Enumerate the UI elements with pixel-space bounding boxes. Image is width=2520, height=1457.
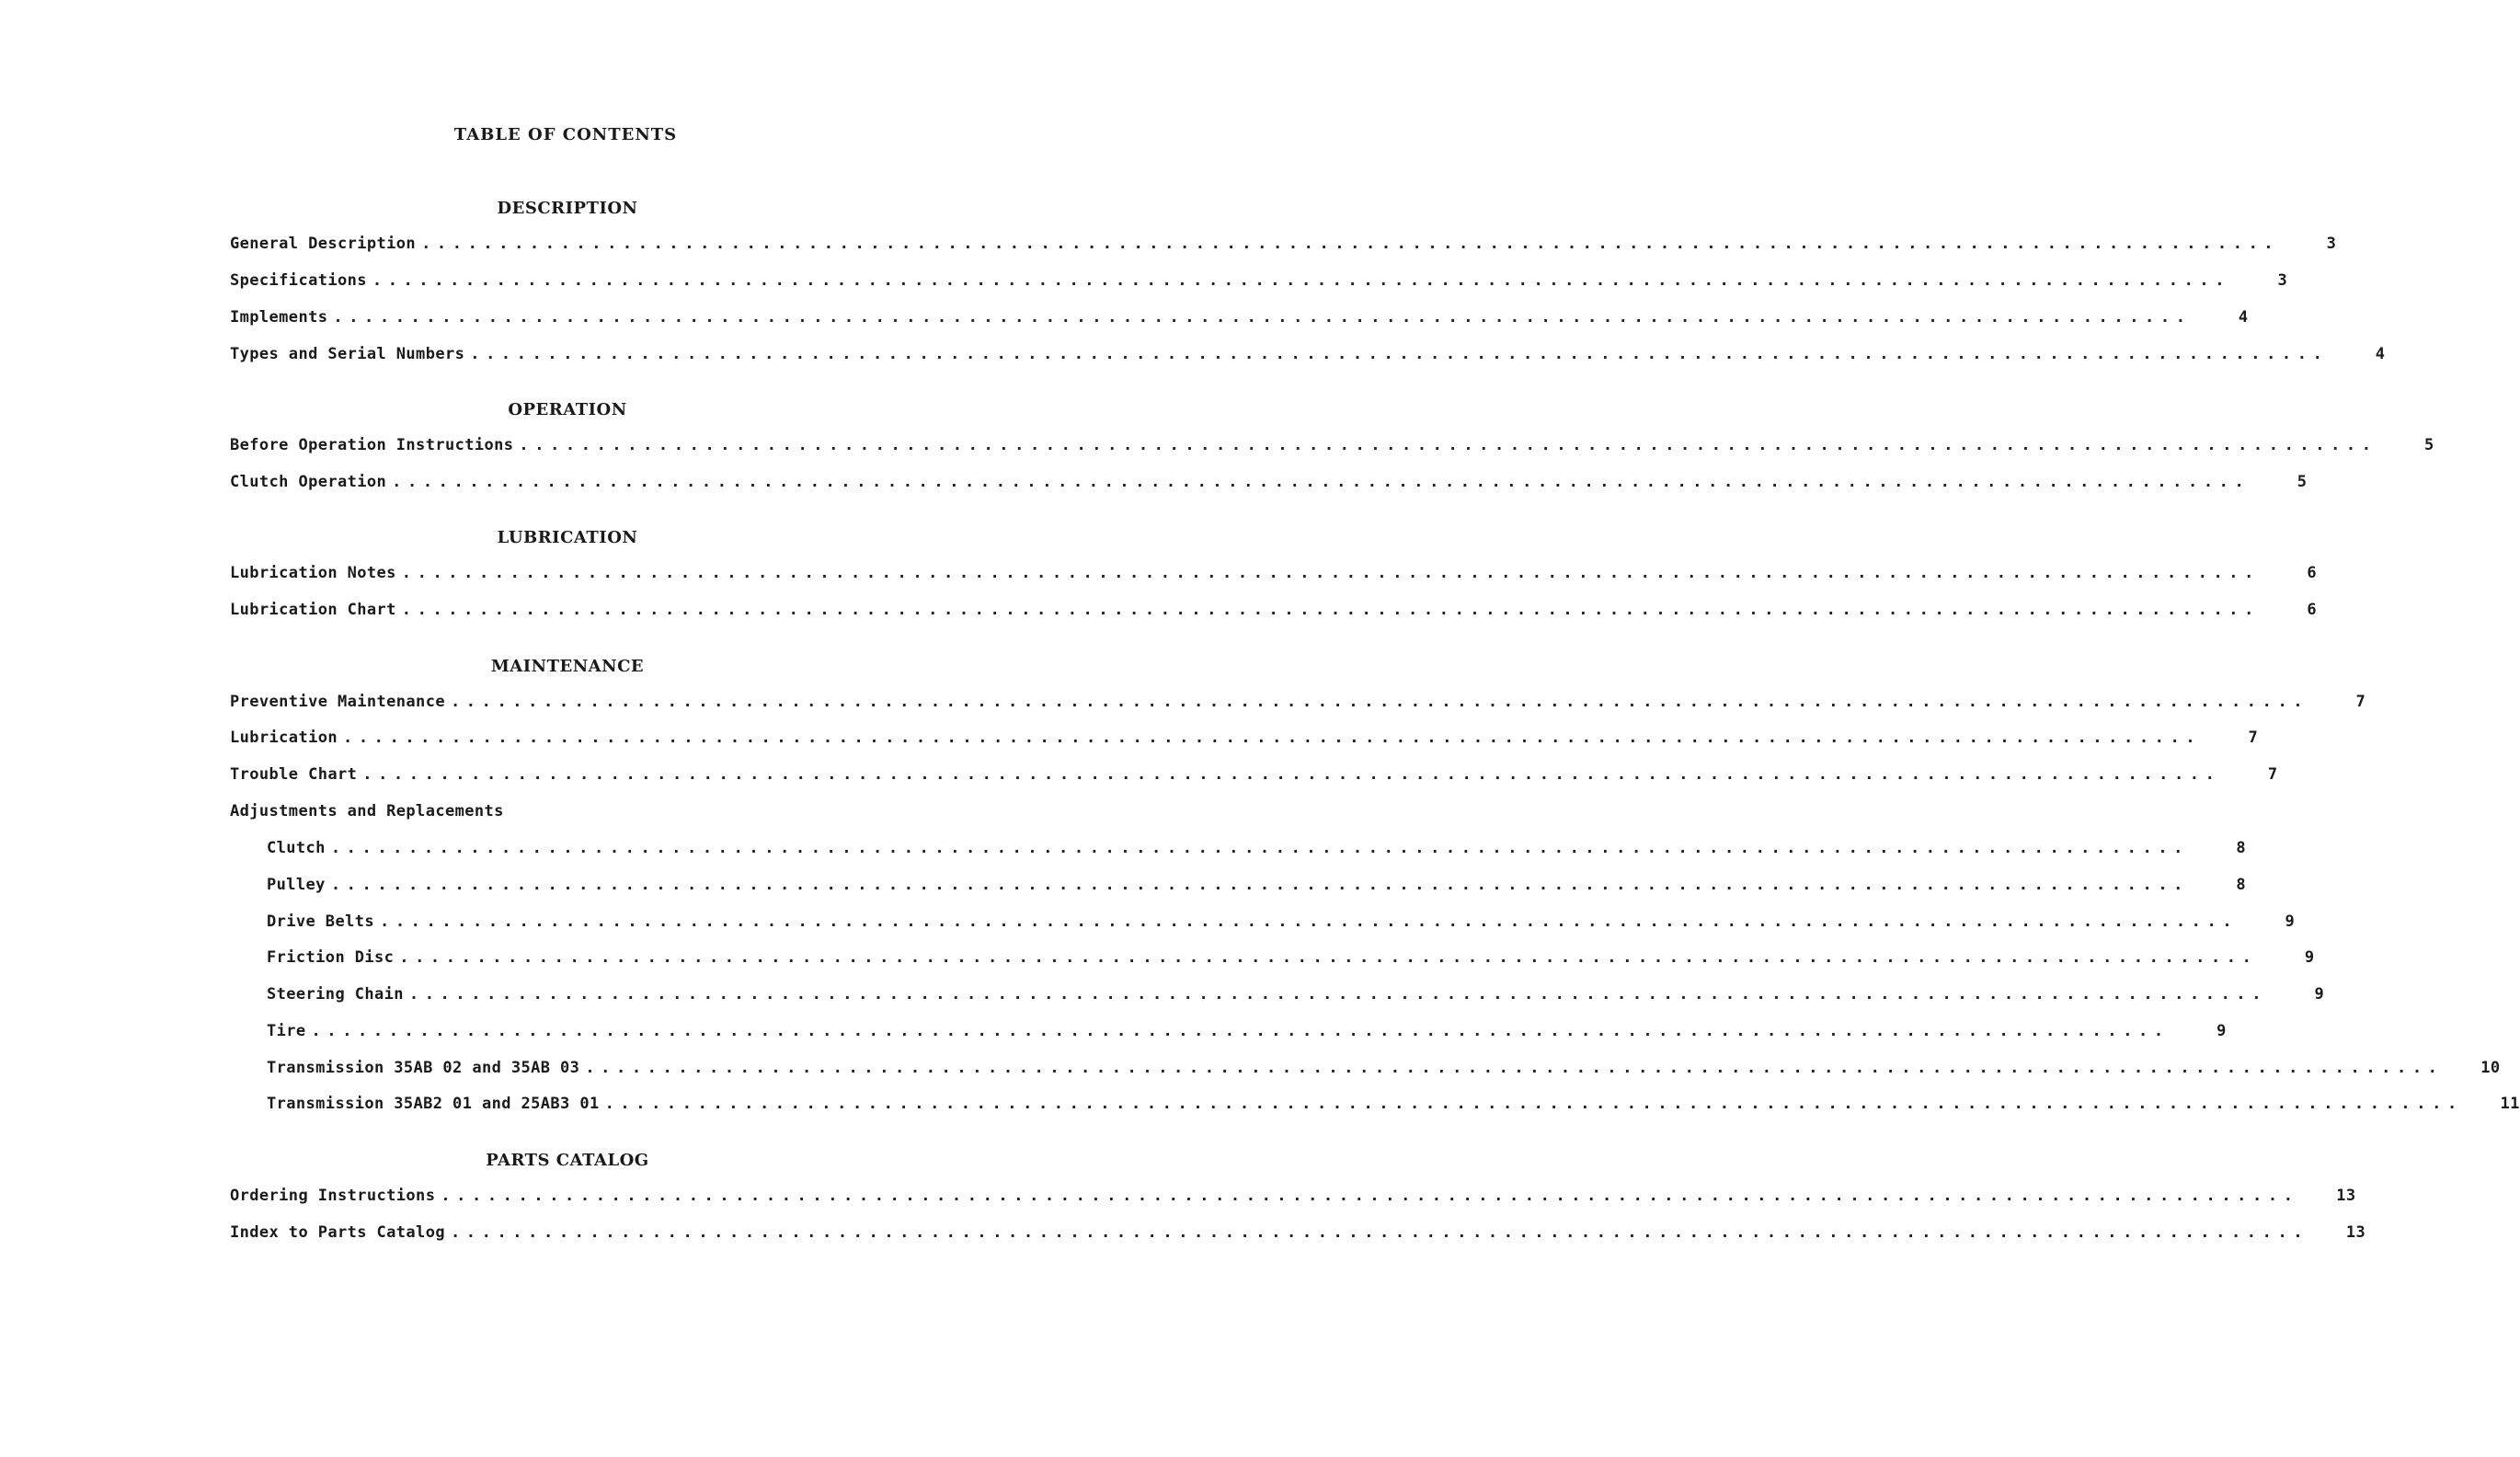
toc-entry-preventive-maintenance[interactable]	[230, 693, 2366, 717]
toc-entry-page: 8	[2236, 876, 2246, 894]
dot-leader: ........................................................................................................................	[362, 765, 2221, 784]
toc-entry-index-parts-catalog[interactable]	[230, 1223, 2366, 1247]
toc-entry-label: Ordering Instructions	[230, 1187, 436, 1205]
toc-entry-steering-chain[interactable]	[267, 985, 2325, 1009]
dot-leader: ........................................................................................................................	[401, 564, 2260, 582]
toc-entry-page: 6	[2307, 564, 2317, 582]
dot-leader: ........................................................................................................................	[401, 601, 2260, 619]
toc-entry-label: Clutch	[267, 839, 326, 857]
dot-leader: ........................................................................................................................	[333, 308, 2192, 327]
toc-entry-label: Clutch Operation	[230, 473, 387, 491]
toc-entry-page: 9	[2314, 985, 2325, 1004]
toc-entry-page: 5	[2297, 473, 2308, 491]
toc-entry-types-serial-numbers[interactable]	[230, 345, 2386, 369]
toc-entry-page: 6	[2307, 601, 2317, 619]
toc-entry-implements[interactable]	[230, 308, 2249, 332]
toc-entry-lubrication-notes[interactable]	[230, 564, 2317, 588]
section-heading-lubrication: LUBRICATION	[497, 528, 638, 547]
section-heading-maintenance: MAINTENANCE	[490, 657, 645, 676]
dot-leader: ........................................................................................................................	[399, 948, 2258, 967]
toc-entry-label: Specifications	[230, 271, 367, 290]
toc-entry-label: Trouble Chart	[230, 765, 358, 784]
toc-entry-page: 4	[2375, 345, 2386, 363]
toc-entry-before-operation[interactable]	[230, 436, 2434, 460]
toc-entry-page: 9	[2304, 948, 2315, 967]
section-heading-description: DESCRIPTION	[497, 199, 638, 218]
toc-entry-label: Steering Chain	[267, 985, 404, 1004]
toc-entry-label: Lubrication Chart	[230, 601, 396, 619]
toc-entry-label: Friction Disc	[267, 948, 395, 967]
dot-leader: ........................................................................................................................	[408, 985, 2268, 1004]
dot-leader: ........................................................................................................................	[342, 728, 2202, 747]
toc-entry-page: 13	[2345, 1223, 2366, 1242]
toc-entry-page: 3	[2326, 235, 2337, 253]
toc-entry-label: Before Operation Instructions	[230, 436, 514, 454]
toc-entry-label: Implements	[230, 308, 328, 327]
section-heading-parts-catalog: PARTS CATALOG	[486, 1151, 649, 1170]
dot-leader: ........................................................................................................................	[585, 1059, 2444, 1077]
toc-entry-label: Lubrication	[230, 728, 338, 747]
toc-entry-label: Preventive Maintenance	[230, 693, 445, 711]
dot-leader: ........................................................................................................................	[519, 436, 2377, 454]
dot-leader: ........................................................................................................................	[330, 876, 2189, 894]
dot-leader: ........................................................................................................................	[441, 1187, 2299, 1205]
toc-entry-label: Tire	[267, 1022, 306, 1040]
toc-entry-label: General Description	[230, 235, 417, 253]
toc-entry-drive-belts[interactable]	[267, 912, 2296, 936]
dot-leader: ........................................................................................................................	[421, 235, 2280, 253]
toc-entry-clutch[interactable]	[267, 839, 2246, 863]
toc-entry-transmission-35ab-02-03[interactable]	[267, 1059, 2501, 1083]
dot-leader: ........................................................................................................................	[372, 271, 2231, 290]
toc-entry-page: 7	[2248, 728, 2259, 747]
toc-entry-page: 11	[2500, 1095, 2520, 1113]
dot-leader: ........................................................................................................................	[392, 473, 2251, 491]
toc-entry-page: 5	[2423, 436, 2434, 454]
toc-entry-label: Transmission 35AB2 01 and 25AB3 01	[267, 1095, 600, 1113]
toc-entry-ordering-instructions[interactable]	[230, 1187, 2356, 1210]
toc-entry-page: 8	[2236, 839, 2246, 857]
dot-leader: ........................................................................................................................	[330, 839, 2189, 857]
subheading-adjustments-replacements: Adjustments and Replacements	[230, 802, 504, 820]
toc-entry-label: Types and Serial Numbers	[230, 345, 465, 363]
toc-entry-label: Transmission 35AB 02 and 35AB 03	[267, 1059, 580, 1077]
toc-entry-pulley[interactable]	[267, 876, 2246, 900]
toc-entry-label: Drive Belts	[267, 912, 374, 931]
toc-entry-trouble-chart[interactable]	[230, 765, 2278, 789]
toc-entry-friction-disc[interactable]	[267, 948, 2315, 972]
toc-entry-clutch-operation[interactable]	[230, 473, 2308, 497]
toc-entry-page: 13	[2336, 1187, 2356, 1205]
toc-entry-general-description[interactable]	[230, 235, 2337, 258]
section-heading-operation: OPERATION	[508, 400, 627, 419]
toc-entry-transmission-35ab2-25ab3[interactable]	[267, 1095, 2520, 1119]
toc-entry-page: 7	[2355, 693, 2366, 711]
toc-entry-page: 7	[2267, 765, 2278, 784]
dot-leader: ........................................................................................................................	[450, 1223, 2309, 1242]
toc-entry-specifications[interactable]	[230, 271, 2288, 295]
toc-entry-page: 3	[2277, 271, 2288, 290]
toc-entry-label: Index to Parts Catalog	[230, 1223, 445, 1242]
dot-leader: ........................................................................................................................	[379, 912, 2239, 931]
dot-leader: ........................................................................................................................	[311, 1022, 2170, 1040]
toc-entry-page: 4	[2238, 308, 2249, 327]
toc-entry-page: 9	[2285, 912, 2296, 931]
toc-entry-lubrication-chart[interactable]	[230, 601, 2317, 625]
page-title: TABLE OF CONTENTS	[453, 125, 678, 144]
toc-entry-lubrication[interactable]	[230, 728, 2259, 752]
toc-entry-label: Pulley	[267, 876, 326, 894]
toc-entry-page: 9	[2216, 1022, 2227, 1040]
dot-leader: ........................................................................................................................	[450, 693, 2309, 711]
dot-leader: ........................................................................................................................	[470, 345, 2329, 363]
dot-leader: ........................................................................................................................	[604, 1095, 2463, 1113]
toc-entry-page: 10	[2480, 1059, 2501, 1077]
toc-entry-tire[interactable]	[267, 1022, 2227, 1046]
toc-entry-label: Lubrication Notes	[230, 564, 396, 582]
